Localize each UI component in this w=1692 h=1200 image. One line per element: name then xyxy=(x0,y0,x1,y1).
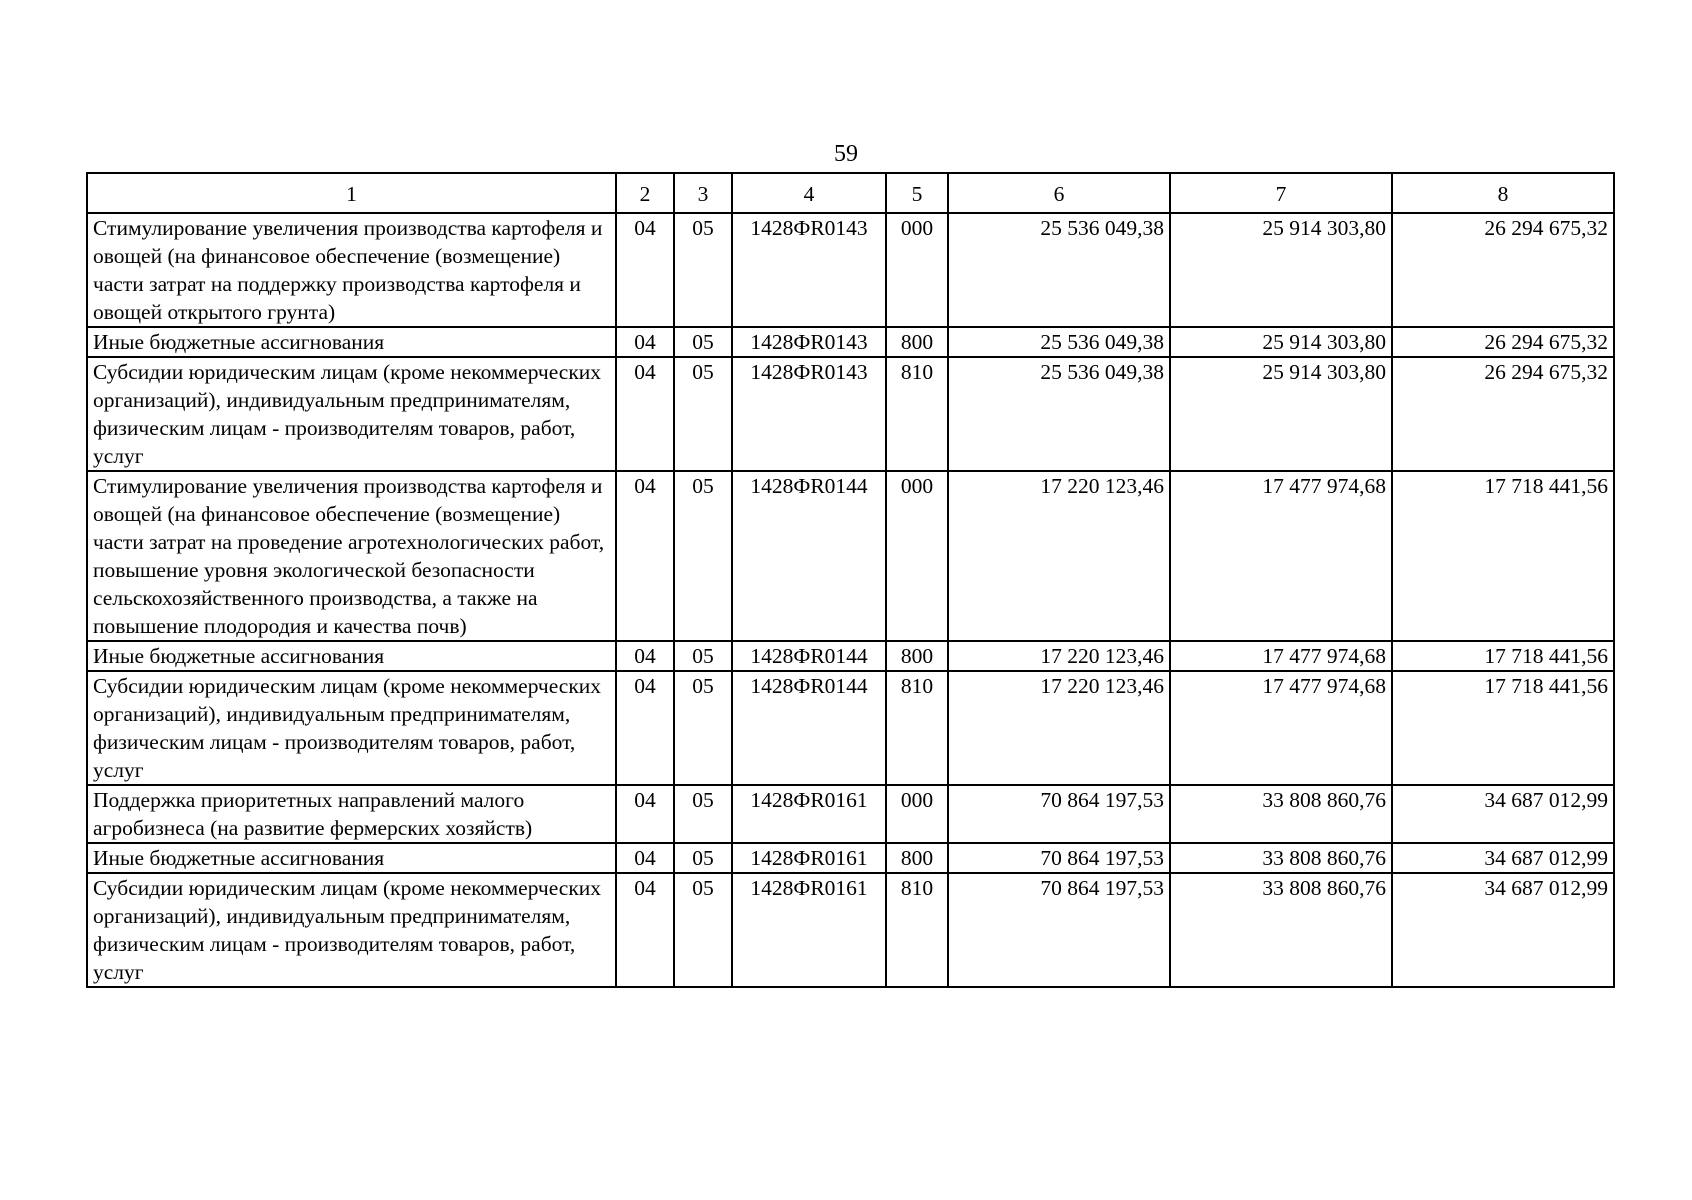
subsection-code-cell: 05 xyxy=(674,785,732,843)
header-cell: 8 xyxy=(1392,173,1614,213)
row-name-cell: Стимулирование увеличения производства картофеля и овощей (на финансовое обеспечение (возмещение) части затрат на проведение агротехнологических работ, повышение уровня экологической безопасности сельскохозяйственного производства, а также на повышение плодородия и качества почв) xyxy=(87,471,616,641)
amount-col8-cell: 26 294 675,32 xyxy=(1392,213,1614,327)
amount-col7-cell: 25 914 303,80 xyxy=(1170,327,1392,357)
page-number: 59 xyxy=(834,141,858,167)
amount-col6-cell: 70 864 197,53 xyxy=(948,843,1170,873)
header-cell: 3 xyxy=(674,173,732,213)
amount-col7-cell: 17 477 974,68 xyxy=(1170,471,1392,641)
amount-col8-cell: 34 687 012,99 xyxy=(1392,873,1614,987)
expense-type-cell: 810 xyxy=(886,671,948,785)
row-name-cell: Иные бюджетные ассигнования xyxy=(87,843,616,873)
expense-type-cell: 000 xyxy=(886,785,948,843)
section-code-cell: 04 xyxy=(616,641,674,671)
amount-col8-cell: 26 294 675,32 xyxy=(1392,327,1614,357)
subsection-code-cell: 05 xyxy=(674,641,732,671)
target-article-cell: 1428ФR0161 xyxy=(732,843,886,873)
amount-col6-cell: 25 536 049,38 xyxy=(948,327,1170,357)
amount-col6-cell: 25 536 049,38 xyxy=(948,357,1170,471)
amount-col6-cell: 25 536 049,38 xyxy=(948,213,1170,327)
subsection-code-cell: 05 xyxy=(674,357,732,471)
amount-col8-cell: 17 718 441,56 xyxy=(1392,671,1614,785)
table-row xyxy=(87,327,1614,357)
table-row xyxy=(87,785,1614,843)
target-article-cell: 1428ФR0143 xyxy=(732,357,886,471)
section-code-cell: 04 xyxy=(616,357,674,471)
amount-col6-cell: 17 220 123,46 xyxy=(948,471,1170,641)
row-name-cell: Иные бюджетные ассигнования xyxy=(87,641,616,671)
amount-col6-cell: 17 220 123,46 xyxy=(948,671,1170,785)
header-cell: 1 xyxy=(87,173,616,213)
section-code-cell: 04 xyxy=(616,785,674,843)
amount-col8-cell: 34 687 012,99 xyxy=(1392,843,1614,873)
target-article-cell: 1428ФR0143 xyxy=(732,327,886,357)
amount-col8-cell: 17 718 441,56 xyxy=(1392,471,1614,641)
row-name-cell: Поддержка приоритетных направлений малого агробизнеса (на развитие фермерских хозяйств) xyxy=(87,785,616,843)
row-name-cell: Субсидии юридическим лицам (кроме некоммерческих организаций), индивидуальным предпринимателям, физическим лицам - производителям товаров, работ, услуг xyxy=(87,873,616,987)
expense-type-cell: 800 xyxy=(886,327,948,357)
amount-col7-cell: 33 808 860,76 xyxy=(1170,873,1392,987)
row-name-cell: Иные бюджетные ассигнования xyxy=(87,327,616,357)
expense-type-cell: 000 xyxy=(886,213,948,327)
section-code-cell: 04 xyxy=(616,471,674,641)
amount-col7-cell: 17 477 974,68 xyxy=(1170,641,1392,671)
table-row xyxy=(87,357,1614,471)
amount-col6-cell: 17 220 123,46 xyxy=(948,641,1170,671)
subsection-code-cell: 05 xyxy=(674,671,732,785)
target-article-cell: 1428ФR0161 xyxy=(732,873,886,987)
subsection-code-cell: 05 xyxy=(674,213,732,327)
table-row xyxy=(87,873,1614,987)
header-cell: 6 xyxy=(948,173,1170,213)
expense-type-cell: 810 xyxy=(886,357,948,471)
amount-col7-cell: 17 477 974,68 xyxy=(1170,671,1392,785)
table-row xyxy=(87,471,1614,641)
header-row xyxy=(87,173,1614,213)
amount-col8-cell: 17 718 441,56 xyxy=(1392,641,1614,671)
expense-type-cell: 800 xyxy=(886,641,948,671)
subsection-code-cell: 05 xyxy=(674,843,732,873)
amount-col7-cell: 33 808 860,76 xyxy=(1170,785,1392,843)
table-row xyxy=(87,843,1614,873)
table-row xyxy=(87,671,1614,785)
section-code-cell: 04 xyxy=(616,213,674,327)
target-article-cell: 1428ФR0144 xyxy=(732,641,886,671)
target-article-cell: 1428ФR0161 xyxy=(732,785,886,843)
header-cell: 7 xyxy=(1170,173,1392,213)
budget-table xyxy=(86,172,1615,988)
amount-col7-cell: 25 914 303,80 xyxy=(1170,213,1392,327)
expense-type-cell: 800 xyxy=(886,843,948,873)
section-code-cell: 04 xyxy=(616,843,674,873)
section-code-cell: 04 xyxy=(616,671,674,785)
header-cell: 2 xyxy=(616,173,674,213)
section-code-cell: 04 xyxy=(616,327,674,357)
expense-type-cell: 810 xyxy=(886,873,948,987)
target-article-cell: 1428ФR0144 xyxy=(732,671,886,785)
amount-col7-cell: 33 808 860,76 xyxy=(1170,843,1392,873)
target-article-cell: 1428ФR0144 xyxy=(732,471,886,641)
subsection-code-cell: 05 xyxy=(674,873,732,987)
amount-col6-cell: 70 864 197,53 xyxy=(948,785,1170,843)
subsection-code-cell: 05 xyxy=(674,327,732,357)
amount-col6-cell: 70 864 197,53 xyxy=(948,873,1170,987)
amount-col7-cell: 25 914 303,80 xyxy=(1170,357,1392,471)
table-row xyxy=(87,213,1614,327)
row-name-cell: Субсидии юридическим лицам (кроме некоммерческих организаций), индивидуальным предпринимателям, физическим лицам - производителям товаров, работ, услуг xyxy=(87,671,616,785)
subsection-code-cell: 05 xyxy=(674,471,732,641)
header-cell: 4 xyxy=(732,173,886,213)
row-name-cell: Стимулирование увеличения производства картофеля и овощей (на финансовое обеспечение (возмещение) части затрат на поддержку производства картофеля и овощей открытого грунта) xyxy=(87,213,616,327)
amount-col8-cell: 34 687 012,99 xyxy=(1392,785,1614,843)
table-row xyxy=(87,641,1614,671)
amount-col8-cell: 26 294 675,32 xyxy=(1392,357,1614,471)
section-code-cell: 04 xyxy=(616,873,674,987)
target-article-cell: 1428ФR0143 xyxy=(732,213,886,327)
header-cell: 5 xyxy=(886,173,948,213)
row-name-cell: Субсидии юридическим лицам (кроме некоммерческих организаций), индивидуальным предпринимателям, физическим лицам - производителям товаров, работ, услуг xyxy=(87,357,616,471)
expense-type-cell: 000 xyxy=(886,471,948,641)
